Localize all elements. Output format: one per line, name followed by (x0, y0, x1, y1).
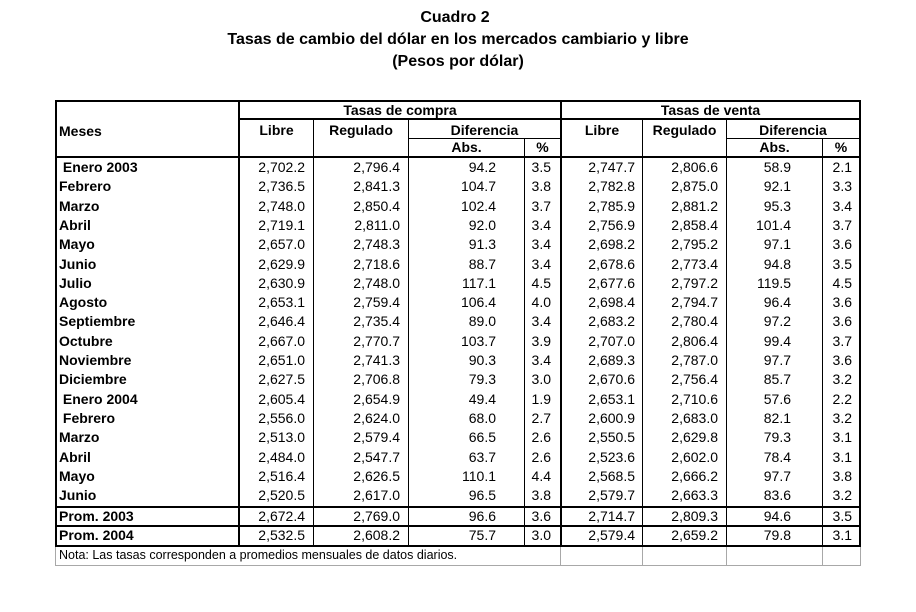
cell-v-libre: 2,698.2 (588, 236, 635, 253)
cell-c-libre: 2,651.0 (258, 352, 305, 368)
cell-v-pct: 3.5 (832, 508, 852, 524)
table-row (55, 351, 861, 371)
table-row (55, 486, 861, 506)
cell-v-pct: 3.6 (832, 294, 852, 311)
cell-v-pct: 3.2 (832, 409, 852, 426)
row-label: Agosto (59, 294, 108, 311)
table-row (55, 370, 861, 390)
cell-c-reg: 2,624.0 (353, 409, 400, 426)
cell-c-pct: 3.8 (531, 487, 551, 504)
cell-v-libre: 2,756.9 (588, 216, 635, 233)
cell-v-reg: 2,602.0 (671, 448, 718, 465)
cell-c-pct: 1.9 (531, 390, 551, 407)
average-row (55, 507, 861, 527)
header-compra: Tasas de compra (343, 102, 457, 118)
cell-v-reg: 2,683.0 (671, 409, 718, 426)
note-grid-bottom (55, 565, 861, 566)
cell-c-abs: 90.3 (468, 352, 496, 368)
exchange-rate-table (55, 100, 861, 567)
cell-c-abs: 68.0 (468, 409, 496, 426)
header-venta-diferencia: Diferencia (759, 122, 827, 138)
cell-c-pct: 3.7 (531, 197, 551, 214)
table-row (55, 312, 861, 332)
cell-c-reg: 2,741.3 (353, 352, 400, 368)
cell-v-libre: 2,600.9 (588, 409, 635, 426)
table-number: Cuadro 2 (420, 9, 490, 26)
cell-c-abs: 88.7 (468, 255, 496, 272)
cell-c-libre: 2,513.0 (258, 429, 305, 446)
cell-v-abs: 101.4 (755, 216, 791, 233)
cell-v-reg: 2,809.3 (671, 508, 718, 524)
cell-c-reg: 2,617.0 (353, 487, 400, 504)
cell-v-reg: 2,806.4 (671, 332, 718, 349)
cell-v-pct: 3.3 (832, 178, 852, 195)
cell-v-abs: 97.7 (763, 467, 791, 484)
cell-c-abs: 49.4 (468, 390, 496, 407)
cell-c-reg: 2,841.3 (353, 178, 400, 195)
cell-v-pct: 2.1 (832, 159, 852, 175)
cell-v-libre: 2,670.6 (588, 371, 635, 388)
row-label: Junio (59, 487, 97, 504)
cell-v-libre: 2,683.2 (588, 313, 635, 330)
table-row (55, 235, 861, 255)
header-venta: Tasas de venta (660, 102, 761, 118)
cell-v-reg: 2,797.2 (671, 274, 718, 291)
cell-v-reg: 2,794.7 (671, 294, 718, 311)
table-row (55, 409, 861, 429)
cell-v-pct: 3.1 (832, 527, 852, 543)
cell-v-abs: 58.9 (763, 159, 791, 175)
row-label: Abril (59, 448, 91, 465)
cell-c-pct: 3.5 (531, 159, 551, 175)
cell-v-pct: 3.7 (832, 332, 852, 349)
header-compra-regulado: Regulado (329, 122, 393, 138)
cell-c-reg: 2,654.9 (353, 390, 400, 407)
cell-c-libre: 2,646.4 (258, 313, 305, 330)
row-label: Mayo (59, 467, 95, 484)
cell-c-libre: 2,667.0 (258, 332, 305, 349)
table-row (55, 197, 861, 217)
header-venta-libre: Libre (584, 122, 620, 138)
cell-c-pct: 3.6 (531, 508, 551, 524)
row-label: Junio (59, 255, 97, 272)
cell-c-reg: 2,626.5 (353, 467, 400, 484)
cell-c-libre: 2,516.4 (258, 467, 305, 484)
cell-c-pct: 3.9 (531, 332, 551, 349)
row-label: Prom. 2004 (59, 527, 134, 543)
cell-v-pct: 3.1 (832, 429, 852, 446)
cell-c-abs: 75.7 (468, 527, 496, 543)
cell-c-abs: 103.7 (460, 332, 496, 349)
cell-v-libre: 2,550.5 (588, 429, 635, 446)
cell-v-pct: 3.2 (832, 487, 852, 504)
cell-v-libre: 2,707.0 (588, 332, 635, 349)
row-label: Enero 2003 (59, 159, 138, 175)
cell-c-pct: 2.6 (531, 448, 551, 465)
table-row (55, 293, 861, 313)
cell-c-abs: 110.1 (462, 467, 496, 484)
cell-v-abs: 57.6 (763, 390, 791, 407)
cell-v-pct: 3.1 (832, 448, 852, 465)
table-note: Nota: Las tasas corresponden a promedios mensuales de datos diarios. (59, 548, 458, 562)
cell-c-pct: 4.0 (531, 294, 551, 311)
table-row (55, 274, 861, 294)
cell-c-libre: 2,484.0 (258, 448, 305, 465)
cell-c-abs: 94.2 (468, 159, 496, 175)
cell-v-reg: 2,629.8 (671, 429, 718, 446)
cell-c-pct: 3.4 (531, 236, 551, 253)
note-grid-v2 (642, 547, 643, 565)
header-compra-diferencia: Diferencia (450, 122, 519, 138)
cell-v-pct: 3.6 (832, 352, 852, 368)
cell-c-reg: 2,579.4 (353, 429, 400, 446)
cell-c-abs: 89.0 (468, 313, 496, 330)
cell-c-reg: 2,547.7 (353, 448, 400, 465)
cell-c-libre: 2,748.0 (258, 197, 305, 214)
cell-c-pct: 3.4 (531, 352, 551, 368)
cell-c-abs: 96.5 (468, 487, 496, 504)
table-row (55, 216, 861, 236)
row-label: Septiembre (59, 313, 136, 330)
cell-v-libre: 2,579.4 (588, 527, 635, 543)
row-label: Enero 2004 (59, 390, 138, 407)
cell-v-abs: 96.4 (763, 294, 791, 311)
cell-v-abs: 95.3 (763, 197, 791, 214)
row-label: Octubre (59, 332, 113, 349)
cell-c-reg: 2,770.7 (353, 332, 400, 349)
table-row (55, 177, 861, 197)
cell-c-reg: 2,748.0 (353, 274, 400, 291)
cell-c-reg: 2,759.4 (353, 294, 400, 311)
row-label: Abril (59, 216, 91, 233)
cell-v-pct: 3.6 (832, 313, 852, 330)
table-row (55, 467, 861, 487)
cell-c-libre: 2,657.0 (258, 236, 305, 253)
cell-v-pct: 3.7 (832, 216, 852, 233)
cell-v-abs: 78.4 (763, 448, 791, 465)
cell-c-pct: 3.4 (531, 216, 551, 233)
cell-v-reg: 2,773.4 (671, 255, 718, 272)
row-label: Febrero (59, 178, 112, 195)
cell-c-libre: 2,630.9 (258, 274, 305, 291)
cell-v-reg: 2,787.0 (671, 352, 718, 368)
cell-v-libre: 2,714.7 (588, 508, 635, 524)
note-grid-v4 (822, 547, 823, 565)
cell-v-libre: 2,523.6 (588, 448, 635, 465)
cell-c-pct: 3.8 (531, 178, 551, 195)
cell-c-reg: 2,769.0 (353, 508, 400, 524)
cell-v-pct: 2.2 (832, 390, 852, 407)
cell-v-abs: 97.1 (763, 236, 791, 253)
cell-c-reg: 2,706.8 (353, 371, 400, 388)
table-row (55, 448, 861, 468)
cell-c-libre: 2,653.1 (258, 294, 305, 311)
cell-c-pct: 4.5 (531, 274, 551, 291)
cell-c-pct: 2.6 (531, 429, 551, 446)
cell-c-libre: 2,736.5 (258, 178, 305, 195)
cell-v-reg: 2,663.3 (671, 487, 718, 504)
cell-v-abs: 79.8 (763, 527, 791, 543)
cell-c-libre: 2,605.4 (258, 390, 305, 407)
cell-c-reg: 2,748.3 (353, 236, 400, 253)
cell-c-libre: 2,627.5 (258, 371, 305, 388)
cell-v-abs: 92.1 (763, 178, 791, 195)
cell-v-libre: 2,747.7 (588, 159, 635, 175)
cell-c-abs: 102.4 (460, 197, 496, 214)
cell-c-abs: 66.5 (468, 429, 496, 446)
cell-v-abs: 97.2 (763, 313, 791, 330)
row-label: Noviembre (59, 352, 132, 368)
row-label: Diciembre (59, 371, 127, 388)
cell-v-abs: 97.7 (763, 352, 791, 368)
cell-v-libre: 2,677.6 (588, 274, 635, 291)
header-meses: Meses (59, 123, 102, 139)
cell-c-reg: 2,796.4 (353, 159, 400, 175)
table-row (55, 390, 861, 410)
note-grid-v1 (560, 547, 561, 565)
cell-c-libre: 2,702.2 (258, 159, 305, 175)
cell-v-reg: 2,881.2 (671, 197, 718, 214)
cell-v-pct: 3.4 (832, 197, 852, 214)
cell-c-reg: 2,718.6 (353, 255, 400, 272)
cell-c-abs: 117.1 (462, 274, 496, 291)
cell-c-libre: 2,719.1 (258, 216, 305, 233)
cell-v-reg: 2,780.4 (671, 313, 718, 330)
cell-c-abs: 63.7 (468, 448, 496, 465)
cell-v-reg: 2,756.4 (671, 371, 718, 388)
cell-c-pct: 3.4 (531, 313, 551, 330)
cell-c-reg: 2,850.4 (353, 197, 400, 214)
cell-c-libre: 2,672.4 (258, 508, 305, 524)
cell-v-libre: 2,785.9 (588, 197, 635, 214)
cell-v-abs: 94.6 (763, 508, 791, 524)
cell-c-pct: 2.7 (531, 409, 551, 426)
row-label: Marzo (59, 429, 100, 446)
cell-c-libre: 2,532.5 (258, 527, 305, 543)
cell-v-reg: 2,806.6 (671, 159, 718, 175)
header-venta-pct: % (834, 139, 848, 155)
header-compra-libre: Libre (259, 122, 294, 138)
cell-v-abs: 82.1 (763, 409, 791, 426)
cell-c-libre: 2,520.5 (258, 487, 305, 504)
cell-c-abs: 106.4 (460, 294, 496, 311)
table-caption (0, 7, 916, 73)
cell-v-pct: 3.5 (832, 255, 852, 272)
cell-v-reg: 2,659.2 (671, 527, 718, 543)
cell-c-abs: 96.6 (468, 508, 496, 524)
cell-v-pct: 3.8 (832, 467, 852, 484)
cell-v-libre: 2,568.5 (588, 467, 635, 484)
cell-v-libre: 2,782.8 (588, 178, 635, 195)
table-row (55, 255, 861, 275)
cell-c-libre: 2,629.9 (258, 255, 305, 272)
row-label: Febrero (59, 409, 116, 426)
cell-v-reg: 2,710.6 (671, 390, 718, 407)
cell-v-reg: 2,858.4 (671, 216, 718, 233)
cell-c-reg: 2,608.2 (353, 527, 400, 543)
table-unit: (Pesos por dólar) (392, 53, 524, 70)
header-venta-regulado: Regulado (652, 122, 717, 138)
cell-v-libre: 2,653.1 (588, 390, 635, 407)
cell-c-pct: 4.4 (531, 467, 551, 484)
row-label: Prom. 2003 (59, 508, 134, 524)
cell-c-abs: 104.7 (460, 178, 496, 195)
table-row (55, 332, 861, 352)
cell-v-reg: 2,795.2 (671, 236, 718, 253)
table-title: Tasas de cambio del dólar en los mercados cambiario y libre (227, 31, 689, 48)
cell-v-abs: 79.3 (763, 429, 791, 446)
cell-c-libre: 2,556.0 (258, 409, 305, 426)
cell-v-pct: 4.5 (832, 274, 852, 291)
header-venta-abs: Abs. (759, 139, 790, 155)
note-grid-right (860, 547, 861, 565)
cell-v-libre: 2,579.7 (588, 487, 635, 504)
cell-v-abs: 85.7 (763, 371, 791, 388)
row-label: Julio (59, 274, 92, 291)
cell-v-reg: 2,875.0 (671, 178, 718, 195)
table-row (55, 428, 861, 448)
cell-v-reg: 2,666.2 (671, 467, 718, 484)
cell-v-libre: 2,698.4 (588, 294, 635, 311)
note-grid-v3 (726, 547, 727, 565)
cell-v-pct: 3.2 (832, 371, 852, 388)
cell-v-abs: 99.4 (763, 332, 791, 349)
average-row (55, 526, 861, 546)
cell-v-pct: 3.6 (832, 236, 852, 253)
cell-v-abs: 119.5 (757, 274, 791, 291)
cell-v-libre: 2,678.6 (588, 255, 635, 272)
cell-c-pct: 3.0 (531, 371, 551, 388)
row-label: Mayo (59, 236, 95, 253)
cell-v-abs: 83.6 (763, 487, 791, 504)
cell-c-reg: 2,811.0 (354, 216, 400, 233)
row-label: Marzo (59, 197, 100, 214)
cell-c-pct: 3.4 (531, 255, 551, 272)
cell-v-abs: 94.8 (763, 255, 791, 272)
cell-c-reg: 2,735.4 (353, 313, 400, 330)
cell-c-abs: 79.3 (468, 371, 496, 388)
cell-v-libre: 2,689.3 (588, 352, 635, 368)
table-row (55, 158, 861, 178)
header-compra-pct: % (536, 139, 549, 155)
note-grid-left (55, 547, 56, 565)
header-compra-abs: Abs. (451, 139, 482, 155)
cell-c-pct: 3.0 (531, 527, 551, 543)
cell-c-abs: 91.3 (468, 236, 496, 253)
cell-c-abs: 92.0 (468, 216, 496, 233)
